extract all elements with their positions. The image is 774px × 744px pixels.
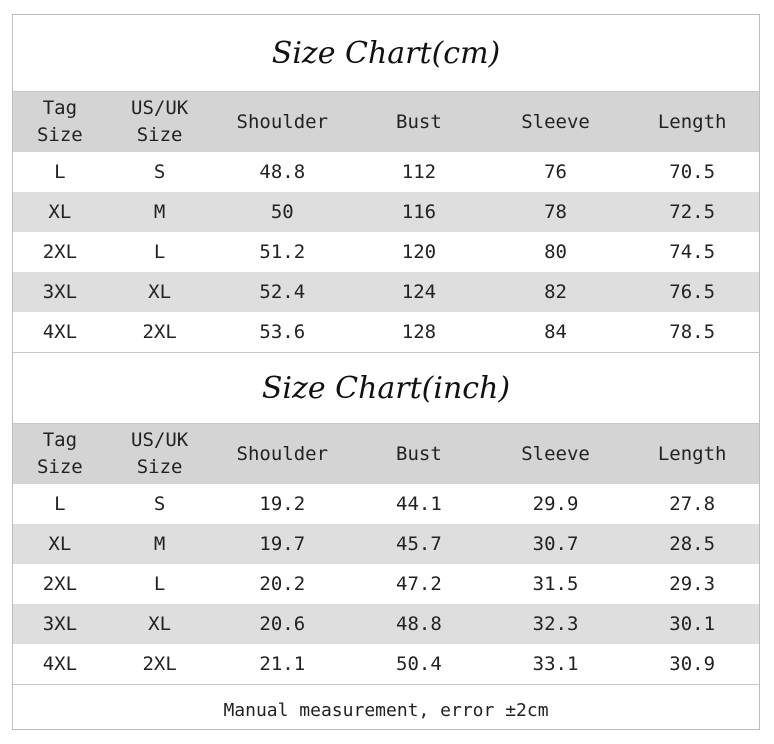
cell-shoulder: 20.6 — [259, 612, 306, 635]
cell-shoulder: 20.2 — [259, 572, 306, 595]
cell-bust: 116 — [401, 200, 437, 223]
cell-length: 76.5 — [669, 280, 716, 303]
cell-bust: 128 — [401, 320, 437, 343]
cell-us-uk-size: S — [153, 492, 166, 515]
cm-table — [13, 92, 759, 352]
cm-header-length: Length — [657, 110, 727, 133]
cm-header-us-uk-size: US/UK Size — [131, 97, 189, 146]
cell-sleeve: 31.5 — [532, 572, 579, 595]
cell-us-uk-size: 2XL — [142, 320, 177, 343]
cell-bust: 47.2 — [396, 572, 442, 595]
table-row — [13, 312, 759, 352]
cell-tag-size: 4XL — [42, 320, 78, 343]
cell-us-uk-size: 2XL — [142, 652, 177, 675]
cell-length: 28.5 — [669, 532, 716, 555]
cell-tag-size: L — [54, 160, 66, 183]
cm-header-sleeve: Sleeve — [521, 110, 590, 133]
cell-us-uk-size: L — [153, 240, 166, 263]
cell-length: 74.5 — [669, 240, 716, 263]
cell-length: 30.1 — [669, 612, 716, 635]
cm-chart-title: Size Chart(cm) — [13, 15, 759, 92]
cell-tag-size: L — [54, 492, 66, 515]
cell-shoulder: 53.6 — [259, 320, 306, 343]
cell-tag-size: 2XL — [42, 240, 78, 263]
table-row — [13, 272, 759, 312]
size-chart-frame — [12, 14, 760, 730]
cell-us-uk-size: M — [153, 200, 166, 223]
table-row — [13, 232, 759, 272]
cell-bust: 48.8 — [396, 612, 442, 635]
cell-us-uk-size: XL — [148, 280, 172, 303]
cell-bust: 44.1 — [396, 492, 442, 515]
table-row — [13, 604, 759, 644]
cell-us-uk-size: M — [153, 532, 166, 555]
cell-sleeve: 78 — [544, 200, 567, 223]
inch-header-shoulder: Shoulder — [236, 442, 329, 465]
cell-sleeve: 80 — [544, 240, 567, 263]
cell-bust: 45.7 — [396, 532, 442, 555]
cell-tag-size: 2XL — [42, 572, 78, 595]
table-row — [13, 564, 759, 604]
cell-length: 78.5 — [669, 320, 716, 343]
inch-header-bust: Bust — [396, 442, 442, 465]
cm-header-bust: Bust — [396, 110, 442, 133]
cell-sleeve: 30.7 — [532, 532, 579, 555]
cm-header-tag-size: Tag Size — [36, 97, 83, 146]
cell-tag-size: XL — [48, 532, 72, 555]
cell-shoulder: 19.7 — [259, 532, 306, 555]
cell-length: 70.5 — [669, 160, 716, 183]
table-row — [13, 484, 759, 524]
cell-shoulder: 50 — [270, 200, 294, 223]
cell-length: 30.9 — [669, 652, 716, 675]
cell-us-uk-size: XL — [148, 612, 172, 635]
cell-bust: 50.4 — [396, 652, 442, 675]
cell-shoulder: 19.2 — [259, 492, 306, 515]
inch-header-tag-size: Tag Size — [36, 429, 83, 478]
cm-header-row — [13, 92, 759, 152]
cell-sleeve: 76 — [544, 160, 567, 183]
table-row — [13, 644, 759, 684]
measurement-note: Manual measurement, error ±2cm — [13, 684, 759, 735]
inch-header-length: Length — [657, 442, 727, 465]
cell-shoulder: 51.2 — [259, 240, 306, 263]
cell-sleeve: 32.3 — [532, 612, 579, 635]
cell-tag-size: XL — [48, 200, 72, 223]
cell-shoulder: 48.8 — [259, 160, 306, 183]
cell-shoulder: 52.4 — [259, 280, 306, 303]
table-row — [13, 192, 759, 232]
inch-chart-title: Size Chart(inch) — [13, 352, 759, 424]
table-row — [13, 152, 759, 192]
cell-length: 72.5 — [669, 200, 716, 223]
cell-bust: 120 — [401, 240, 437, 263]
cell-sleeve: 29.9 — [532, 492, 579, 515]
cell-sleeve: 82 — [544, 280, 567, 303]
cell-length: 29.3 — [669, 572, 716, 595]
inch-header-us-uk-size: US/UK Size — [131, 429, 189, 478]
cell-sleeve: 33.1 — [532, 652, 579, 675]
cell-tag-size: 3XL — [42, 280, 78, 303]
cell-us-uk-size: S — [153, 160, 166, 183]
cm-header-shoulder: Shoulder — [236, 110, 329, 133]
table-row — [13, 524, 759, 564]
cell-sleeve: 84 — [544, 320, 567, 343]
cell-bust: 112 — [401, 160, 437, 183]
cell-bust: 124 — [401, 280, 437, 303]
inch-header-sleeve: Sleeve — [521, 442, 590, 465]
inch-table — [13, 424, 759, 684]
inch-header-row — [13, 424, 759, 484]
cell-tag-size: 4XL — [42, 652, 78, 675]
cell-length: 27.8 — [669, 492, 716, 515]
cell-tag-size: 3XL — [42, 612, 78, 635]
cell-shoulder: 21.1 — [259, 652, 306, 675]
cell-us-uk-size: L — [153, 572, 166, 595]
